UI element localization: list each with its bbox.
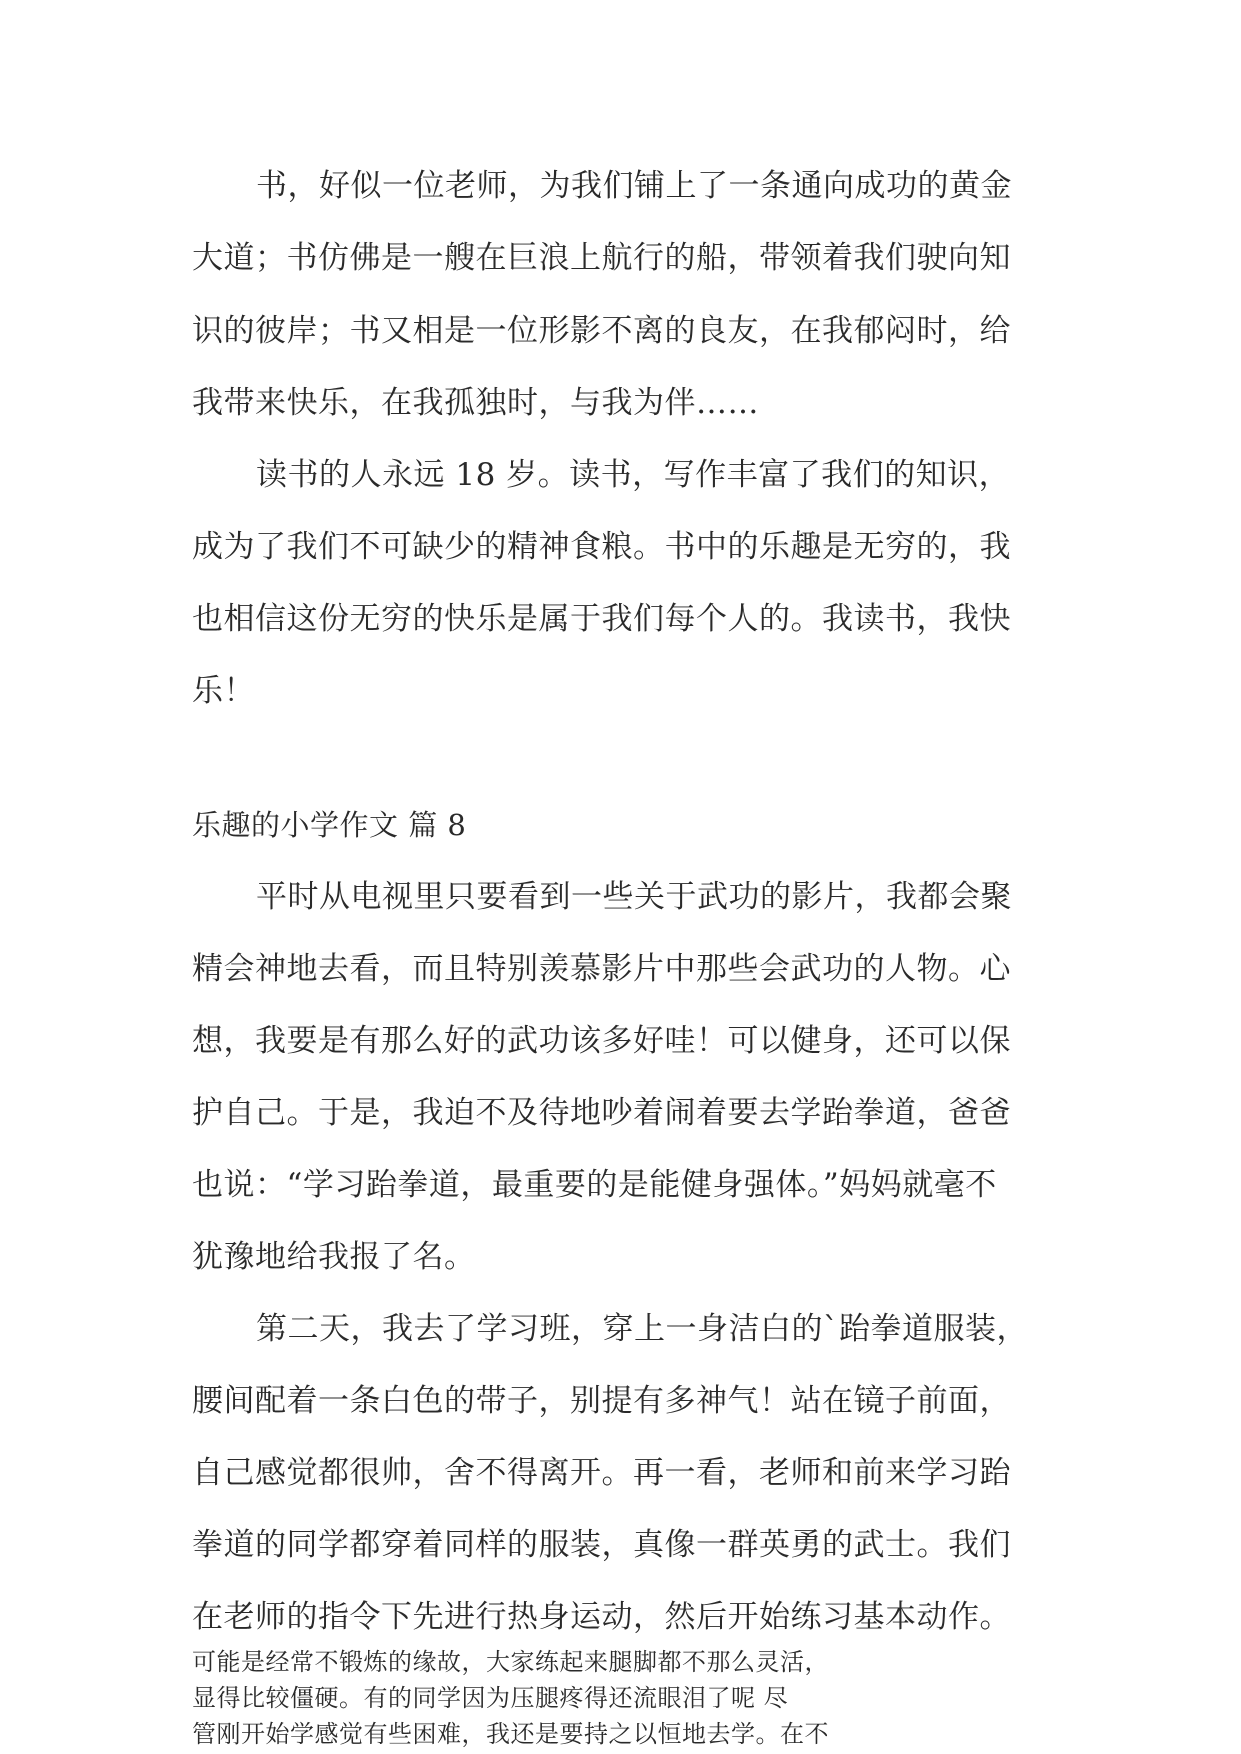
paragraph-line: 管刚开始学感觉有些困难，我还是要持之以恒地去学。在不 <box>192 1720 829 1748</box>
paragraph-line: 识的彼岸；书又相是一位形影不离的良友，在我郁闷时，给 <box>192 313 1011 349</box>
paragraph-line: 自己感觉都很帅，舍不得离开。再一看，老师和前来学习跆 <box>192 1455 1011 1491</box>
paragraph-line: 乐！ <box>192 673 255 709</box>
paragraph-line: 平时从电视里只要看到一些关于武功的影片，我都会聚 <box>256 879 1012 915</box>
paragraph-line: 腰间配着一条白色的带子，别提有多神气！站在镜子前面， <box>192 1383 1011 1419</box>
paragraph-line: 护自己。于是，我迫不及待地吵着闹着要去学跆拳道，爸爸 <box>192 1095 1011 1131</box>
paragraph-line: 拳道的同学都穿着同样的服装，真像一群英勇的武士。我们 <box>192 1527 1011 1563</box>
paragraph-line: 也说：“学习跆拳道，最重要的是能健身强体。”妈妈就毫不 <box>192 1167 997 1203</box>
paragraph-line: 可能是经常不锻炼的缘故，大家练起来腿脚都不那么灵活， <box>192 1648 829 1676</box>
paragraph-line: 在老师的指令下先进行热身运动，然后开始练习基本动作。 <box>192 1599 1011 1635</box>
paragraph-line: 第二天，我去了学习班，穿上一身洁白的`跆拳道服装， <box>256 1311 1028 1347</box>
paragraph-line: 显得比较僵硬。有的同学因为压腿疼得还流眼泪了呢 尽 <box>192 1684 789 1712</box>
paragraph-line: 我带来快乐，在我孤独时，与我为伴…… <box>192 385 759 421</box>
paragraph-line: 大道；书仿佛是一艘在巨浪上航行的船，带领着我们驶向知 <box>192 240 1011 276</box>
section-heading: 乐趣的小学作文 篇 8 <box>192 808 467 842</box>
paragraph-line: 想，我要是有那么好的武功该多好哇！可以健身，还可以保 <box>192 1023 1011 1059</box>
paragraph-line: 读书的人永远 18 岁。读书，写作丰富了我们的知识， <box>256 457 1011 493</box>
paragraph-line: 书，好似一位老师，为我们铺上了一条通向成功的黄金 <box>256 168 1012 204</box>
paragraph-line: 精会神地去看，而且特别羡慕影片中那些会武功的人物。心 <box>192 951 1011 987</box>
paragraph-line: 成为了我们不可缺少的精神食粮。书中的乐趣是无穷的，我 <box>192 529 1011 565</box>
paragraph-line: 也相信这份无穷的快乐是属于我们每个人的。我读书，我快 <box>192 601 1011 637</box>
paragraph-line: 犹豫地给我报了名。 <box>192 1239 476 1275</box>
